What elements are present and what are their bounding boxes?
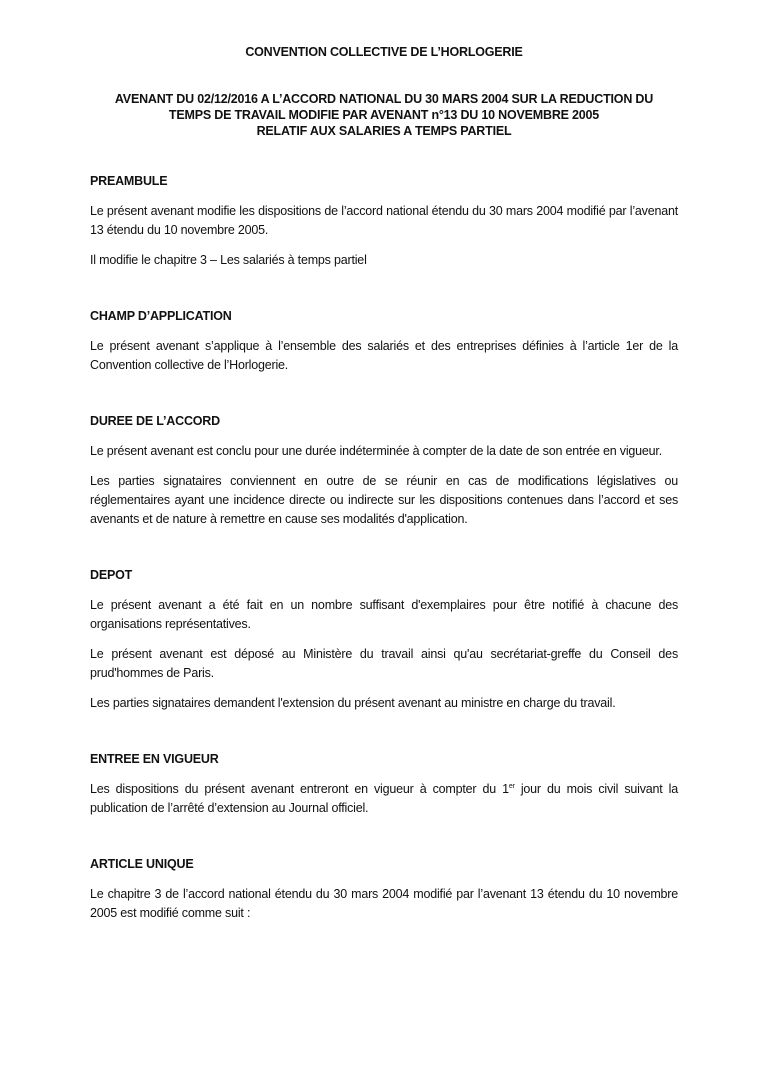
section-preambule bbox=[90, 173, 678, 270]
subtitle-line: TEMPS DE TRAVAIL MODIFIE PAR AVENANT n°13 DU 10 NOVEMBRE 2005 bbox=[168, 108, 600, 122]
section-heading-duree: DUREE DE L’ACCORD bbox=[90, 414, 220, 428]
section-heading-depot: DEPOT bbox=[90, 568, 133, 582]
paragraph: Le présent avenant est déposé au Ministère du travail ainsi qu'au secrétariat-greffe du Conseil des prud'hommes de Paris. bbox=[90, 647, 678, 680]
section-depot bbox=[90, 567, 678, 713]
document-subtitle bbox=[90, 91, 678, 139]
paragraph: Il modifie le chapitre 3 – Les salariés à temps partiel bbox=[90, 253, 367, 267]
section-duree bbox=[90, 413, 678, 529]
paragraph: Le présent avenant a été fait en un nombre suffisant d'exemplaires pour être notifié à chacune des organisations représentatives. bbox=[90, 598, 678, 631]
paragraph bbox=[90, 780, 678, 818]
paragraph: Le chapitre 3 de l’accord national étendu du 30 mars 2004 modifié par l’avenant 13 étendu du 10 novembre 2005 est modifié comme suit : bbox=[90, 887, 678, 920]
paragraph: Les parties signataires conviennent en outre de se réunir en cas de modifications législatives ou réglementaires ayant une incidence directe ou indirecte sur les dispositions contenues dans l’accord et ses avenants et de nature à remettre en cause ses modalités d'application. bbox=[90, 474, 678, 526]
subtitle-line: RELATIF AUX SALARIES A TEMPS PARTIEL bbox=[256, 124, 512, 138]
paragraph: Le présent avenant est conclu pour une durée indéterminée à compter de la date de son entrée en vigueur. bbox=[90, 444, 662, 458]
section-heading-article-unique: ARTICLE UNIQUE bbox=[90, 857, 194, 871]
paragraph: Le présent avenant modifie les dispositions de l’accord national étendu du 30 mars 2004 modifié par l’avenant 13 étendu du 10 novembre 2005. bbox=[90, 204, 678, 237]
section-heading-preambule: PREAMBULE bbox=[90, 174, 168, 188]
ordinal-superscript: er bbox=[508, 782, 515, 790]
paragraph: Le présent avenant s’applique à l’ensemble des salariés et des entreprises définies à l’article 1er de la Convention collective de l’Horlogerie. bbox=[90, 339, 678, 372]
paragraph-text: Les dispositions du présent avenant entreront en vigueur à compter du 1 bbox=[90, 782, 509, 796]
section-entree-en-vigueur bbox=[90, 751, 678, 818]
section-champ-application bbox=[90, 308, 678, 375]
section-heading-entree-en-vigueur: ENTREE EN VIGUEUR bbox=[90, 752, 219, 766]
paragraph: Les parties signataires demandent l'extension du présent avenant au ministre en charge du travail. bbox=[90, 696, 616, 710]
subtitle-line: AVENANT DU 02/12/2016 A L’ACCORD NATIONAL DU 30 MARS 2004 SUR LA REDUCTION DU bbox=[114, 92, 654, 106]
paragraph-text: jour du mois civil suivant la publication de l’arrêté d’extension au Journal officiel. bbox=[90, 782, 678, 815]
document-title: CONVENTION COLLECTIVE DE L’HORLOGERIE bbox=[245, 45, 523, 59]
section-heading-champ-application: CHAMP D’APPLICATION bbox=[90, 309, 232, 323]
section-article-unique bbox=[90, 856, 678, 923]
